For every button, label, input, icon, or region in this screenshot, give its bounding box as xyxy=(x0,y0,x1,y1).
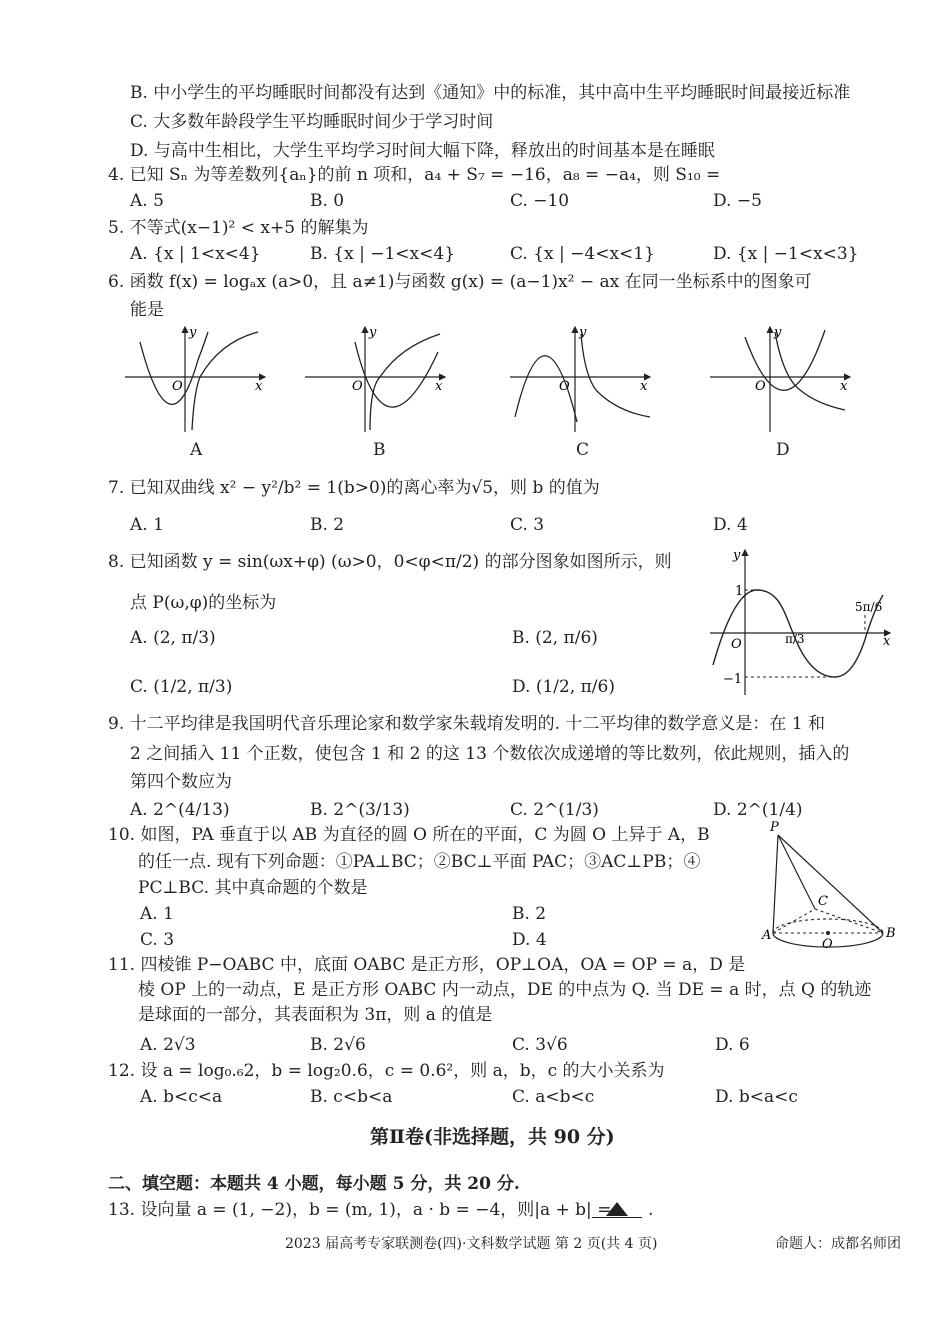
q11-option-a: A. 2√3 xyxy=(140,1035,196,1055)
q9-line-1: 9. 十二平均律是我国明代音乐理论家和数学家朱载堉发明的. 十二平均律的数学意义是：在 1 和 xyxy=(108,714,826,734)
q6-stem-cont: 能是 xyxy=(130,300,164,320)
y-axis-label: y xyxy=(733,548,741,563)
q12-option-a: A. b<c<a xyxy=(140,1087,223,1107)
footer-page-info: 2023 届高考专家联测卷(四)·文科数学试题 第 2 页(共 4 页) xyxy=(285,1236,658,1252)
origin-label: O xyxy=(755,379,766,394)
q5-option-b: B. {x | −1<x<4} xyxy=(310,244,456,264)
q10-option-c: C. 3 xyxy=(140,930,175,950)
q11-option-c: C. 3√6 xyxy=(512,1035,568,1055)
q9-option-b: B. 2^(3/13) xyxy=(310,800,410,820)
q9-option-d: D. 2^(1/4) xyxy=(713,800,803,820)
q11-line-3: 是球面的一部分，其表面积为 3π，则 a 的值是 xyxy=(138,1005,493,1025)
origin-label: O xyxy=(172,379,183,394)
q4-option-a: A. 5 xyxy=(130,191,164,211)
q7-stem: 7. 已知双曲线 x² − y²/b² = 1(b>0)的离心率为√5，则 b 的值为 xyxy=(108,478,600,498)
q6-graph-c xyxy=(505,322,655,437)
x-axis-label: x xyxy=(255,379,263,394)
section-2-subtitle: 二、填空题：本题共 4 小题，每小题 5 分，共 20 分. xyxy=(108,1174,520,1194)
y-axis-label: y xyxy=(369,325,377,340)
q8-option-a: A. (2, π/3) xyxy=(130,628,216,648)
x-axis-label: x xyxy=(640,379,648,394)
q6-stem: 6. 函数 f(x) = logₐx (a>0，且 a≠1)与函数 g(x) = (a−1)x² − ax 在同一坐标系中的图象可 xyxy=(108,272,812,292)
q6-label-b: B xyxy=(373,440,386,460)
q6-label-d: D xyxy=(776,440,790,460)
q11-line-1: 11. 四棱锥 P−OABC 中，底面 OABC 是正方形，OP⊥OA，OA = OP = a，D 是 xyxy=(108,955,746,975)
q3-option-c: C. 大多数年龄段学生平均睡眠时间少于学习时间 xyxy=(130,112,494,132)
q5-stem: 5. 不等式(x−1)² < x+5 的解集为 xyxy=(108,218,369,238)
q10-line-2: 的任一点. 现有下列命题：①PA⊥BC；②BC⊥平面 PAC；③AC⊥PB；④ xyxy=(138,852,701,872)
point-p-label: P xyxy=(770,820,779,835)
q10-option-d: D. 4 xyxy=(512,930,547,950)
q12-option-c: C. a<b<c xyxy=(512,1087,595,1107)
y-tick-neg-1: −1 xyxy=(723,672,743,687)
x-tick-pi-3: π/3 xyxy=(785,632,805,646)
q10-option-a: A. 1 xyxy=(140,904,174,924)
q9-line-3: 第四个数应为 xyxy=(130,772,232,792)
q7-option-a: A. 1 xyxy=(130,515,164,535)
q8-option-d: D. (1/2, π/6) xyxy=(512,677,615,697)
q12-option-b: B. c<b<a xyxy=(310,1087,393,1107)
y-tick-1: 1 xyxy=(735,584,744,599)
y-axis-label: y xyxy=(774,325,782,340)
q9-option-a: A. 2^(4/13) xyxy=(130,800,230,820)
x-axis-label: x xyxy=(840,379,848,394)
q3-option-b: B. 中小学生的平均睡眠时间都没有达到《通知》中的标准，其中高中生平均睡眠时间最接近标准 xyxy=(130,83,851,103)
q10-line-3: PC⊥BC. 其中真命题的个数是 xyxy=(138,878,368,898)
q5-option-d: D. {x | −1<x<3} xyxy=(713,244,859,264)
q6-label-c: C xyxy=(576,440,590,460)
x-tick-5pi-6: 5π/6 xyxy=(855,600,883,614)
q11-option-d: D. 6 xyxy=(715,1035,750,1055)
origin-label: O xyxy=(352,379,363,394)
q4-option-c: C. −10 xyxy=(510,191,570,211)
q4-option-d: D. −5 xyxy=(713,191,762,211)
q7-option-c: C. 3 xyxy=(510,515,545,535)
point-a-label: A xyxy=(762,928,772,943)
section-2-title: 第Ⅱ卷(非选择题，共 90 分) xyxy=(370,1126,615,1148)
q5-option-c: C. {x | −4<x<1} xyxy=(510,244,655,264)
q7-option-b: B. 2 xyxy=(310,515,345,535)
q10-line-1: 10. 如图，PA 垂直于以 AB 为直径的圆 O 所在的平面，C 为圆 O 上异于 A，B xyxy=(108,825,710,845)
x-axis-label: x xyxy=(883,634,891,649)
q10-option-b: B. 2 xyxy=(512,904,547,924)
q9-line-2: 2 之间插入 11 个正数，使包含 1 和 2 的这 13 个数依次成递增的等比数列，依此规则，插入的 xyxy=(130,744,850,764)
q8-stem: 8. 已知函数 y = sin(ωx+φ) (ω>0，0<φ<π/2) 的部分图象如图所示，则 xyxy=(108,552,672,572)
y-axis-label: y xyxy=(579,325,587,340)
q8-option-b: B. (2, π/6) xyxy=(512,628,598,648)
origin-label: O xyxy=(559,379,570,394)
q10-cone-figure xyxy=(760,815,905,950)
y-axis-label: y xyxy=(189,325,197,340)
q7-option-d: D. 4 xyxy=(713,515,748,535)
q4-option-b: B. 0 xyxy=(310,191,345,211)
origin-label: O xyxy=(731,637,742,652)
q9-option-c: C. 2^(1/3) xyxy=(510,800,599,820)
q5-option-a: A. {x | 1<x<4} xyxy=(130,244,261,264)
q6-graph-a xyxy=(120,322,270,437)
q11-line-2: 棱 OP 上的一动点，E 是正方形 OABC 内一动点，DE 的中点为 Q. 当 DE = a 时，点 Q 的轨迹 xyxy=(138,980,872,1000)
x-axis-label: x xyxy=(435,379,443,394)
q6-label-a: A xyxy=(190,440,203,460)
triangle-placeholder-icon xyxy=(605,1201,629,1217)
point-c-label: C xyxy=(818,894,828,909)
q11-option-b: B. 2√6 xyxy=(310,1035,366,1055)
q13-stem: 13. 设向量 a = (1, −2)，b = (m, 1)，a · b = −4，则|a + b| = xyxy=(108,1200,612,1220)
point-b-label: B xyxy=(886,926,896,941)
point-o-label: O xyxy=(822,937,833,950)
q6-graph-d xyxy=(705,322,855,437)
q6-graph-b xyxy=(300,322,450,437)
q8-option-c: C. (1/2, π/3) xyxy=(130,677,233,697)
q8-sine-figure xyxy=(705,545,895,700)
q13-end-period: . xyxy=(648,1200,654,1220)
q12-stem: 12. 设 a = log₀.₆2，b = log₂0.6，c = 0.6²，则 a，b，c 的大小关系为 xyxy=(108,1061,665,1081)
q4-stem: 4. 已知 Sₙ 为等差数列{aₙ}的前 n 项和，a₄ + S₇ = −16，a₈ = −a₄，则 S₁₀ = xyxy=(108,165,721,185)
q8-stem-cont: 点 P(ω,φ)的坐标为 xyxy=(130,593,277,613)
footer-author: 命题人：成都名师团 xyxy=(775,1236,901,1252)
q13-answer-blank xyxy=(592,1217,642,1218)
q12-option-d: D. b<a<c xyxy=(715,1087,798,1107)
q3-option-d: D. 与高中生相比，大学生平均学习时间大幅下降，释放出的时间基本是在睡眠 xyxy=(130,141,715,161)
